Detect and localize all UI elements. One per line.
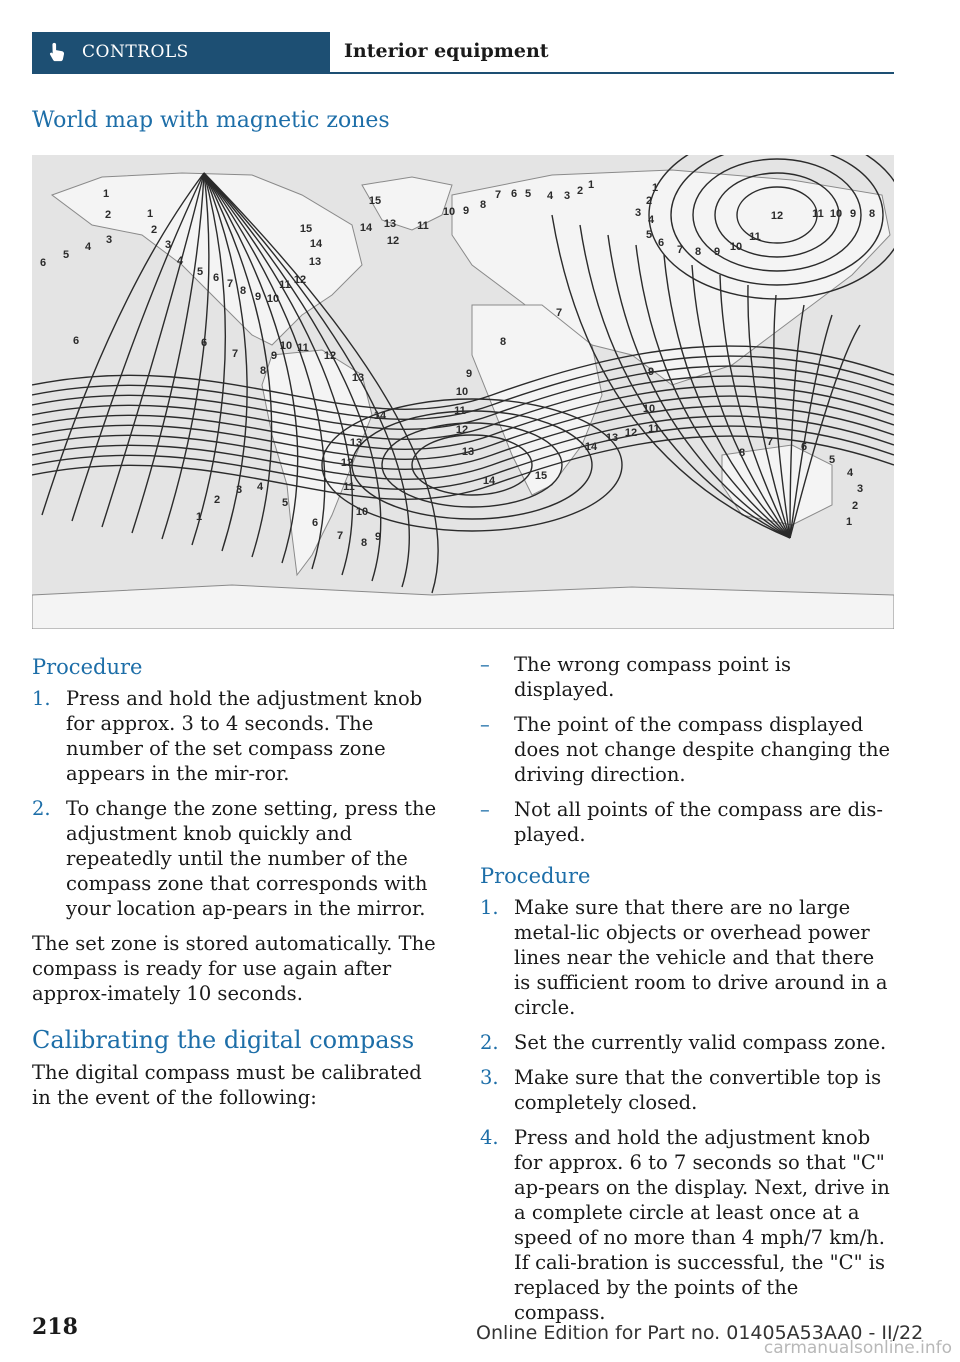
zone-label: 15 <box>368 195 382 207</box>
zone-label: 15 <box>299 223 313 235</box>
zone-label: 9 <box>462 205 470 217</box>
zone-label: 4 <box>176 255 184 267</box>
zone-label: 10 <box>266 293 280 305</box>
zone-label: 11 <box>417 220 429 232</box>
zone-label: 12 <box>323 350 337 362</box>
zone-label: 12 <box>340 457 354 469</box>
zone-label: 7 <box>226 278 234 290</box>
step-text: Press and hold the adjustment knob for approx. 3 to 4 seconds. The number of the set compass zone appears in the mir‐ror. <box>66 687 423 785</box>
zone-label: 7 <box>766 436 774 448</box>
zone-label: 8 <box>239 285 247 297</box>
step-number: 3. <box>480 1066 499 1089</box>
zone-label: 2 <box>576 185 584 197</box>
zone-label: 9 <box>647 366 655 378</box>
zone-label: 6 <box>657 237 665 249</box>
zone-label: 2 <box>104 209 112 221</box>
zone-label: 4 <box>546 190 554 202</box>
zone-label: 10 <box>279 340 293 352</box>
zone-label: 8 <box>360 537 368 549</box>
calibration-steps <box>480 895 894 1325</box>
zone-label: 14 <box>309 238 323 250</box>
zone-label: 10 <box>355 506 369 518</box>
zone-label: 13 <box>605 432 619 444</box>
zone-label: 11 <box>648 423 660 435</box>
zone-label: 4 <box>84 241 92 253</box>
zone-label: 11 <box>297 342 309 354</box>
zone-label: 12 <box>624 427 638 439</box>
zone-label: 6 <box>800 441 808 453</box>
zone-label: 8 <box>694 246 702 258</box>
watermark: carmanualsonline.info <box>763 1338 952 1358</box>
list-item <box>32 686 446 786</box>
bullet-text: The wrong compass point is displayed. <box>514 653 792 701</box>
zone-label: 7 <box>336 530 344 542</box>
zone-label: 8 <box>868 208 876 220</box>
chapter-title: Interior equipment <box>344 40 549 62</box>
zone-label: 13 <box>383 218 397 230</box>
step-text: Make sure that the convertible top is completely closed. <box>514 1066 882 1114</box>
zone-label: 11 <box>279 279 291 291</box>
calibration-intro-text: The digital compass must be calibrated in the event of the following: <box>32 1061 422 1109</box>
zone-label: 1 <box>651 182 659 194</box>
zone-label: 15 <box>534 470 548 482</box>
zone-label: 9 <box>465 368 473 380</box>
list-item <box>480 1065 894 1115</box>
zone-label: 4 <box>647 214 655 226</box>
step-number: 1. <box>480 896 499 919</box>
zone-label: 13 <box>461 446 475 458</box>
section-label: CONTROLS <box>82 42 189 62</box>
zone-label: 1 <box>845 516 853 528</box>
step-text: Press and hold the adjustment knob for approx. 6 to 7 seconds so that "C" ap‐pears on the display. Next, drive in a complete circle at least once at a speed of no more than 4 mph/7 km/h. If cali‐bration is successful, the "C" is replaced by the points of the compass. <box>514 1126 890 1324</box>
list-item <box>480 712 894 787</box>
zone-label: 11 <box>454 405 466 417</box>
zone-label: 12 <box>770 210 784 222</box>
zone-label: 10 <box>455 386 469 398</box>
page-number: 218 <box>32 1314 78 1340</box>
zone-label: 13 <box>349 437 363 449</box>
zone-label: 2 <box>851 500 859 512</box>
magnetic-zone-map <box>32 155 894 629</box>
list-item <box>480 797 894 847</box>
zone-label: 2 <box>150 224 158 236</box>
zone-label: 8 <box>738 447 746 459</box>
zone-label: 12 <box>386 235 400 247</box>
list-item <box>480 895 894 1020</box>
zone-label: 13 <box>308 256 322 268</box>
zone-label: 7 <box>676 244 684 256</box>
zone-label: 5 <box>524 188 532 200</box>
zone-label: 9 <box>374 531 382 543</box>
zone-label: 7 <box>555 307 563 319</box>
zone-label: 8 <box>259 365 267 377</box>
bullet-text: The point of the compass displayed does not change despite changing the driving direction. <box>514 713 891 786</box>
right-column <box>480 652 894 1335</box>
zone-label: 5 <box>281 497 289 509</box>
map-title: World map with magnetic zones <box>32 108 390 133</box>
zone-label: 1 <box>102 188 110 200</box>
zone-label: 8 <box>499 336 507 348</box>
list-item <box>480 1125 894 1325</box>
zone-label: 6 <box>200 337 208 349</box>
page-header <box>32 32 894 74</box>
zone-label: 9 <box>849 208 857 220</box>
step-number: 2. <box>480 1031 499 1054</box>
zone-label: 14 <box>359 222 373 234</box>
bullet-text: Not all points of the compass are dis‐played. <box>514 798 883 846</box>
zone-label: 11 <box>749 231 761 243</box>
zone-label: 1 <box>587 179 595 191</box>
zone-label: 6 <box>212 272 220 284</box>
zone-label: 11 <box>343 481 355 493</box>
step-text: Make sure that there are no large metal‐lic objects or overhead power lines near the vehicle and that there is sufficient room to drive around in a circle. <box>514 896 888 1019</box>
step-number: 1. <box>32 687 51 710</box>
bullet-dash: – <box>480 798 490 821</box>
procedure-heading: Procedure <box>480 864 591 888</box>
step-text: Set the currently valid compass zone. <box>514 1031 887 1054</box>
zone-label: 3 <box>634 207 642 219</box>
zone-stored-text: The set zone is stored automatically. The compass is ready for use again after approx‐imately 10 seconds. <box>32 932 436 1005</box>
zone-loop <box>412 435 532 495</box>
zone-label: 3 <box>164 239 172 251</box>
bullet-dash: – <box>480 653 490 676</box>
step-text: To change the zone setting, press the adjustment knob quickly and repeatedly until the number of the compass zone that corresponds with your location ap‐pears in the mirror. <box>66 797 437 920</box>
zone-label: 5 <box>62 249 70 261</box>
calibration-conditions <box>480 652 894 847</box>
pointing-hand-icon <box>46 41 68 63</box>
zone-label: 1 <box>146 208 154 220</box>
calibration-heading: Calibrating the digital compass <box>32 1026 415 1054</box>
procedure-heading: Procedure <box>32 655 143 679</box>
zone-label: 11 <box>812 208 824 220</box>
zone-label: 13 <box>351 372 365 384</box>
zone-label: 7 <box>494 189 502 201</box>
zone-label: 3 <box>105 234 113 246</box>
zone-label: 4 <box>846 467 854 479</box>
zone-label: 2 <box>645 195 653 207</box>
left-column <box>32 652 446 1118</box>
zone-label: 6 <box>72 335 80 347</box>
zone-label: 7 <box>231 348 239 360</box>
procedure-steps <box>32 686 446 921</box>
zone-label: 2 <box>213 494 221 506</box>
zone-label: 10 <box>442 206 456 218</box>
zone-label: 9 <box>713 246 721 258</box>
world-map-figure <box>32 155 894 629</box>
zone-label: 3 <box>856 483 864 495</box>
zone-label: 8 <box>479 199 487 211</box>
zone-label: 14 <box>584 441 598 453</box>
zone-label: 5 <box>828 454 836 466</box>
zone-label: 9 <box>254 291 262 303</box>
zone-label: 6 <box>311 517 319 529</box>
zone-label: 1 <box>195 511 203 523</box>
list-item <box>480 652 894 702</box>
zone-label: 6 <box>39 257 47 269</box>
zone-label: 3 <box>235 484 243 496</box>
zone-label: 12 <box>293 274 307 286</box>
zone-label: 9 <box>270 350 278 362</box>
section-tab <box>32 32 330 72</box>
zone-label: 6 <box>510 188 518 200</box>
zone-label: 10 <box>729 241 743 253</box>
zone-label: 10 <box>642 403 656 415</box>
bullet-dash: – <box>480 713 490 736</box>
zone-label: 5 <box>196 266 204 278</box>
list-item <box>32 796 446 921</box>
zone-label: 3 <box>563 190 571 202</box>
list-item <box>480 1030 894 1055</box>
zone-label: 4 <box>256 481 264 493</box>
zone-label: 14 <box>373 410 387 422</box>
zone-label: 14 <box>482 475 496 487</box>
step-number: 2. <box>32 797 51 820</box>
zone-label: 5 <box>645 229 653 241</box>
step-number: 4. <box>480 1126 499 1149</box>
edition-footer: Online Edition for Part no. 01405A53AA0 - II/22 <box>476 1322 924 1344</box>
antarctica-landmass <box>32 585 894 629</box>
zone-label: 10 <box>829 208 843 220</box>
zone-label: 12 <box>455 424 469 436</box>
